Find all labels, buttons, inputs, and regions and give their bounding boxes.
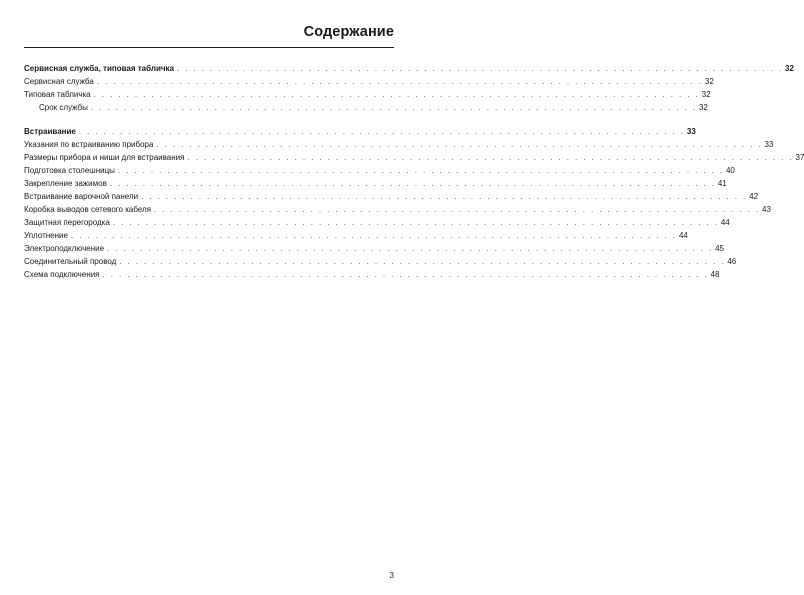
toc-entry-page-number: 44 bbox=[720, 218, 730, 227]
toc-entry-title: Закрепление зажимов bbox=[24, 179, 107, 188]
dot-leader: . . . . . . . . . . . . . . . . . . . . . . . . . . . . . . . . . . . . . . . . . . . . . . . . . . . . . . . . . . . . . . . . . . . . . . . . . . bbox=[112, 218, 719, 227]
toc-entry-title: Срок службы bbox=[39, 103, 88, 112]
dot-leader: . . . . . . . . . . . . . . . . . . . . . . . . . . . . . . . . . . . . . . . . . . . . . . . . . . . . . . . . . . . . . . . . . . . . . . . . . . bbox=[187, 153, 794, 162]
toc-entry-title: Электроподключение bbox=[24, 244, 105, 253]
toc-entry-title: Встраивание bbox=[24, 127, 76, 136]
dot-leader: . . . . . . . . . . . . . . . . . . . . . . . . . . . . . . . . . . . . . . . . . . . . . . . . . . . . . . . . . . . . . . . . . . . . . . . . . . bbox=[107, 244, 714, 253]
toc-section bbox=[24, 62, 794, 114]
toc-entry[interactable] bbox=[24, 190, 759, 203]
toc-entry-page-number: 44 bbox=[678, 231, 688, 240]
toc-entry-title: Встраивание варочной панели bbox=[24, 192, 139, 201]
toc-entry[interactable] bbox=[24, 88, 711, 101]
toc-entry-page-number: 37 bbox=[795, 153, 804, 162]
toc-entry-title: Размеры прибора и ниши для встраивания bbox=[24, 153, 185, 162]
toc-entry-title: Типовая табличка bbox=[24, 90, 91, 99]
toc-entry-title: Коробка выводов сетевого кабеля bbox=[24, 205, 151, 214]
toc-entry[interactable] bbox=[24, 177, 727, 190]
toc-entry[interactable] bbox=[24, 164, 735, 177]
toc-entry-title: Уплотнение bbox=[24, 231, 68, 240]
dot-leader: . . . . . . . . . . . . . . . . . . . . . . . . . . . . . . . . . . . . . . . . . . . . . . . . . . . . . . . . . . . . . . . . . . . . . . . . . . bbox=[109, 179, 716, 188]
toc-entry-title: Указания по встраиванию прибора bbox=[24, 140, 154, 149]
toc-entry-page-number: 33 bbox=[764, 140, 774, 149]
toc-section bbox=[24, 125, 804, 281]
toc-entry-title: Соединительный провод bbox=[24, 257, 117, 266]
dot-leader: . . . . . . . . . . . . . . . . . . . . . . . . . . . . . . . . . . . . . . . . . . . . . . . . . . . . . . . . . . . . . . . . . . . . . . . . . . bbox=[117, 166, 724, 175]
toc-entry-page-number: 42 bbox=[749, 192, 759, 201]
toc-entry[interactable] bbox=[24, 268, 720, 281]
toc-entry-page-number: 46 bbox=[727, 257, 737, 266]
dot-leader: . . . . . . . . . . . . . . . . . . . . . . . . . . . . . . . . . . . . . . . . . . . . . . . . . . . . . . . . . . . . . . . . . . . . . . . . . . bbox=[96, 77, 703, 86]
toc-entry[interactable] bbox=[24, 216, 730, 229]
toc-entry-page-number: 43 bbox=[762, 205, 771, 214]
header-divider bbox=[24, 47, 394, 48]
dot-leader: . . . . . . . . . . . . . . . . . . . . . . . . . . . . . . . . . . . . . . . . . . . . . . . . . . . . . . . . . . . . . . . . . . . . . . . . . . bbox=[102, 270, 709, 279]
toc-entry[interactable] bbox=[24, 242, 724, 255]
toc-entry[interactable] bbox=[24, 138, 774, 151]
toc-entry-title: Сервисная служба bbox=[24, 77, 94, 86]
dot-leader: . . . . . . . . . . . . . . . . . . . . . . . . . . . . . . . . . . . . . . . . . . . . . . . . . . . . . . . . . . . . . . . . . . . . . . . . . . bbox=[176, 64, 783, 73]
toc-entry[interactable] bbox=[24, 101, 708, 114]
page-title: Содержание bbox=[303, 24, 394, 40]
toc-entry[interactable] bbox=[24, 75, 714, 88]
toc-entry-title: Схема подключения bbox=[24, 270, 100, 279]
table-of-contents bbox=[24, 62, 804, 292]
toc-entry-page-number: 32 bbox=[701, 90, 711, 99]
dot-leader: . . . . . . . . . . . . . . . . . . . . . . . . . . . . . . . . . . . . . . . . . . . . . . . . . . . . . . . . . . . . . . . . . . . . . . . . . . bbox=[78, 127, 685, 136]
dot-leader: . . . . . . . . . . . . . . . . . . . . . . . . . . . . . . . . . . . . . . . . . . . . . . . . . . . . . . . . . . . . . . . . . . . . . . . . . . bbox=[156, 140, 763, 149]
toc-entry-page-number: 40 bbox=[725, 166, 735, 175]
toc-entry-title: Подготовка столешницы bbox=[24, 166, 115, 175]
dot-leader: . . . . . . . . . . . . . . . . . . . . . . . . . . . . . . . . . . . . . . . . . . . . . . . . . . . . . . . . . . . . . . . . . . . . . . . . . . bbox=[90, 103, 697, 112]
toc-entry-page-number: 45 bbox=[715, 244, 724, 253]
page-number: 3 bbox=[389, 571, 394, 580]
dot-leader: . . . . . . . . . . . . . . . . . . . . . . . . . . . . . . . . . . . . . . . . . . . . . . . . . . . . . . . . . . . . . . . . . . . . . . . . . . bbox=[70, 231, 677, 240]
page-header bbox=[24, 24, 394, 46]
toc-entry[interactable] bbox=[24, 229, 688, 242]
toc-entry-page-number: 32 bbox=[785, 64, 794, 73]
toc-entry-page-number: 32 bbox=[704, 77, 714, 86]
toc-entry-title: Защитная перегородка bbox=[24, 218, 110, 227]
toc-heading-entry[interactable] bbox=[24, 62, 794, 75]
dot-leader: . . . . . . . . . . . . . . . . . . . . . . . . . . . . . . . . . . . . . . . . . . . . . . . . . . . . . . . . . . . . . . . . . . . . . . . . . . bbox=[93, 90, 700, 99]
toc-entry[interactable] bbox=[24, 203, 771, 216]
toc-entry-page-number: 41 bbox=[717, 179, 727, 188]
dot-leader: . . . . . . . . . . . . . . . . . . . . . . . . . . . . . . . . . . . . . . . . . . . . . . . . . . . . . . . . . . . . . . . . . . . . . . . . . . bbox=[119, 257, 726, 266]
dot-leader: . . . . . . . . . . . . . . . . . . . . . . . . . . . . . . . . . . . . . . . . . . . . . . . . . . . . . . . . . . . . . . . . . . . . . . . . . . bbox=[154, 205, 761, 214]
toc-entry-page-number: 32 bbox=[698, 103, 708, 112]
dot-leader: . . . . . . . . . . . . . . . . . . . . . . . . . . . . . . . . . . . . . . . . . . . . . . . . . . . . . . . . . . . . . . . . . . . . . . . . . . bbox=[141, 192, 748, 201]
toc-heading-entry[interactable] bbox=[24, 125, 696, 138]
toc-entry[interactable] bbox=[24, 255, 737, 268]
toc-entry-page-number: 48 bbox=[710, 270, 720, 279]
toc-entry-title: Сервисная служба, типовая табличка bbox=[24, 64, 174, 73]
toc-entry[interactable] bbox=[24, 151, 804, 164]
toc-entry-page-number: 33 bbox=[686, 127, 696, 136]
